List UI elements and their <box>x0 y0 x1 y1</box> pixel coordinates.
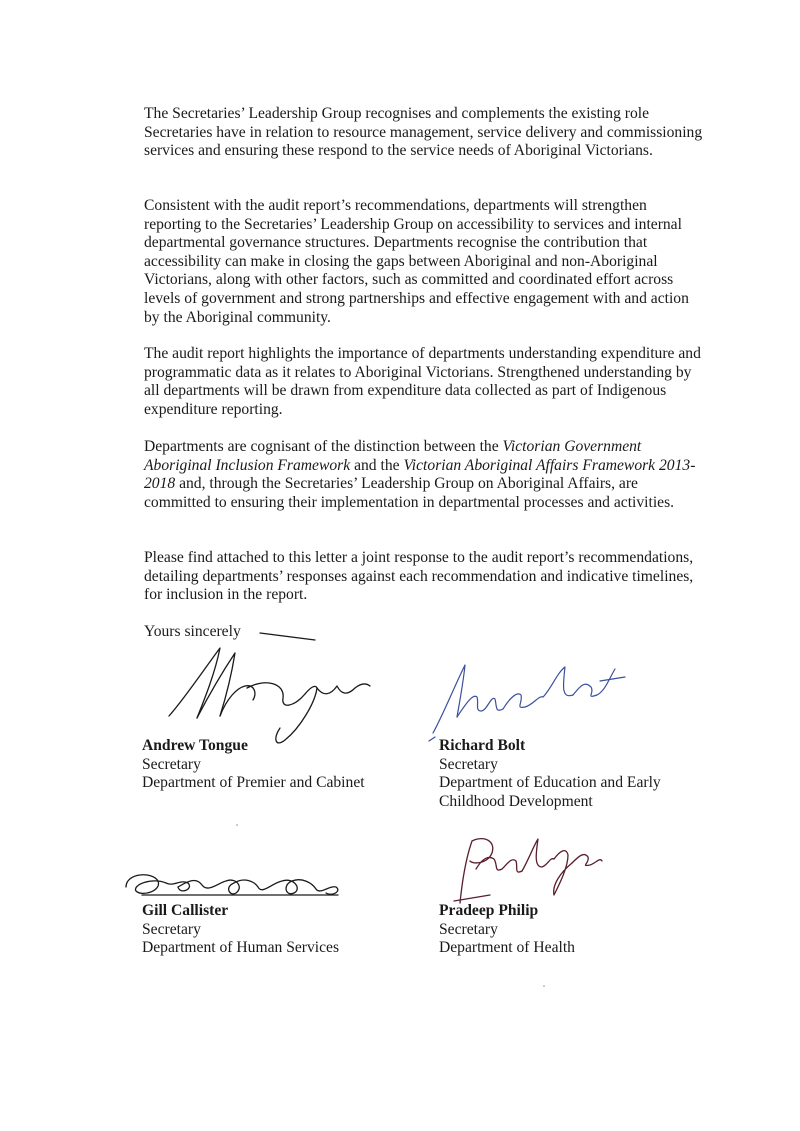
paragraph-1: The Secretaries’ Leadership Group recognises and complements the existing role Secretaries have in relation to resource management, service delivery and commissioning services and ensuring these respond to the service needs of Aboriginal Victorians. <box>144 105 703 160</box>
paragraph-4-text: and the <box>350 456 404 474</box>
signatory-name: Gill Callister <box>142 902 229 919</box>
scan-speck <box>236 824 238 826</box>
signatory-title: Secretary <box>439 755 498 773</box>
signatory-pradeep-philip <box>439 902 575 958</box>
signatory-name: Andrew Tongue <box>142 737 248 754</box>
paragraph-3: The audit report highlights the importance of departments understanding expenditure and programmatic data as it relates to Aboriginal Victorians. Strengthened understanding by all departments will be drawn from expenditure data collected as part of Indigenous expenditure reporting. <box>144 345 701 418</box>
signatory-title: Secretary <box>142 755 201 773</box>
scan-speck <box>543 985 545 987</box>
inclusion-framework-title: Victorian Government Aboriginal Inclusion Framework <box>144 438 642 474</box>
signatory-name: Richard Bolt <box>439 737 526 754</box>
signatory-title: Secretary <box>439 920 498 938</box>
signatory-department: Department of Human Services <box>142 939 340 957</box>
paragraph-5: Please find attached to this letter a joint response to the audit report’s recommendations, detailing departments’ responses against each recommendation and indicative timelines, for inclusion in the report. <box>144 549 694 604</box>
signatory-department: Department of Health <box>439 939 575 957</box>
signatory-name: Pradeep Philip <box>439 902 539 919</box>
gill-callister-signature <box>122 865 347 905</box>
signatory-gill-callister <box>142 902 339 958</box>
signatory-title: Secretary <box>142 920 201 938</box>
affairs-framework-title: Victorian Aboriginal Affairs Framework 2013-2018 <box>144 456 696 493</box>
richard-bolt-signature <box>425 655 635 745</box>
andrew-tongue-signature <box>165 628 385 753</box>
signatory-andrew-tongue <box>142 737 365 793</box>
signatory-department: Department of Education and Early <box>439 774 661 792</box>
signatory-richard-bolt <box>439 737 661 811</box>
paragraph-2: Consistent with the audit report’s recommendations, departments will strengthen reporting to the Secretaries’ Leadership Group on accessibility to services and internal departmental governance structures. Departments recognise the contribution that accessibility can make in closing the gaps between Aboriginal and non-Aboriginal Victorians, along with other factors, such as committed and coordinated effort across levels of government and strong partnerships and effective engagement with and action by the Aboriginal community. <box>144 197 689 326</box>
signatory-department: Childhood Development <box>439 792 593 810</box>
pradeep-philip-signature <box>450 833 605 913</box>
closing-salutation: Yours sincerely <box>144 623 241 640</box>
paragraph-4-text: and, through the Secretaries’ Leadership Group on Aboriginal Affairs, are committed to ensuring their implementation in departmental processes and activities. <box>144 475 675 511</box>
paragraph-4 <box>144 438 704 512</box>
paragraph-4-text: Departments are cognisant of the distinction between the <box>144 438 503 455</box>
signatory-department: Department of Premier and Cabinet <box>142 774 365 792</box>
